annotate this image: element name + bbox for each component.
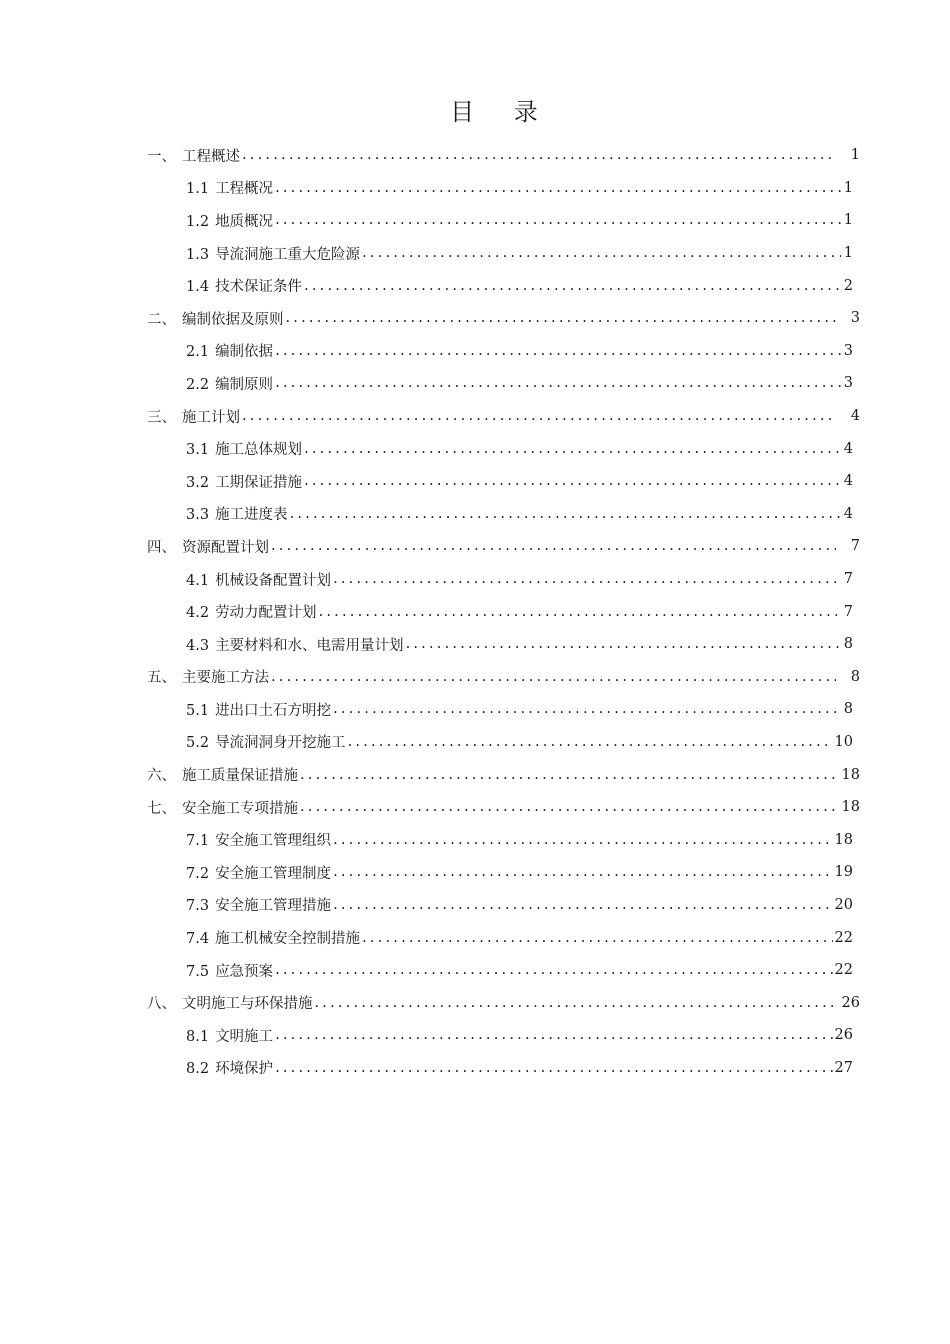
toc-entry-number: 1.3 [186, 246, 210, 263]
toc-entry-page: 1 [850, 147, 860, 164]
toc-entry[interactable] [0, 269, 853, 302]
toc-entry-text: 编制原则 [215, 376, 274, 393]
toc-dot-leader [333, 897, 832, 913]
toc-entry-number: 7.1 [186, 833, 210, 850]
toc-entry-text: 安全施工专项措施 [182, 800, 298, 817]
toc-entry-text: 施工机械安全控制措施 [215, 931, 361, 948]
toc-entry-number: 2.1 [186, 344, 210, 361]
toc-entry[interactable] [0, 791, 860, 824]
toc-dot-leader [304, 441, 841, 457]
toc-entry[interactable] [0, 726, 853, 759]
toc-entry-text: 安全施工管理组织 [215, 833, 332, 850]
toc-entry-page: 1 [843, 179, 853, 196]
toc-entry-number: 二、 [147, 311, 176, 328]
toc-entry-number: 四、 [147, 539, 176, 556]
toc-entry-page: 22 [834, 962, 853, 979]
toc-entry-text: 导流洞施工重大危险源 [215, 246, 361, 263]
toc-entry-page: 3 [843, 375, 853, 392]
toc-entry[interactable] [0, 1019, 853, 1052]
toc-entry-page: 4 [843, 473, 853, 490]
toc-entry-label [186, 569, 331, 590]
toc-dot-leader [333, 701, 841, 717]
toc-entry[interactable] [0, 921, 853, 954]
toc-entry-label [186, 340, 273, 361]
toc-entry-number: 八、 [147, 996, 176, 1013]
toc-entry-number: 7.3 [186, 898, 210, 915]
toc-entry-label [186, 862, 331, 883]
toc-entry-page: 18 [841, 799, 860, 816]
toc-dot-leader [275, 212, 841, 228]
toc-entry-page: 2 [843, 277, 853, 294]
toc-entry-page: 8 [843, 636, 853, 653]
toc-entry-text: 文明施工与环保措施 [182, 996, 313, 1013]
toc-dot-leader [304, 278, 841, 294]
toc-entry-label [186, 960, 273, 981]
toc-entry[interactable] [0, 758, 860, 791]
toc-entry-page: 8 [843, 701, 853, 718]
toc-entry-number: 1.4 [186, 279, 210, 296]
toc-entry[interactable] [0, 954, 853, 987]
toc-entry-page: 7 [850, 538, 860, 555]
toc-entry-label [147, 536, 269, 557]
toc-entry-label [147, 764, 298, 785]
toc-entry-text: 编制依据 [215, 344, 274, 361]
toc-entry-page: 19 [834, 864, 853, 881]
toc-entry-label [186, 1057, 273, 1078]
toc-entry[interactable] [0, 595, 853, 628]
toc-entry-number: 五、 [147, 670, 176, 687]
toc-entry-number: 三、 [147, 409, 176, 426]
toc-entry-text: 编制依据及原则 [182, 311, 284, 328]
toc-entry[interactable] [0, 823, 853, 856]
toc-entry-text: 安全施工管理措施 [215, 898, 332, 915]
toc-entry-number: 3.1 [186, 442, 210, 459]
toc-entry-label [186, 601, 317, 622]
toc-entry[interactable] [0, 498, 853, 531]
toc-entry[interactable] [0, 139, 860, 172]
toc-entry[interactable] [0, 1052, 853, 1085]
toc-entry-text: 劳动力配置计划 [215, 605, 317, 622]
toc-dot-leader [242, 408, 836, 424]
toc-dot-leader [275, 343, 841, 359]
toc-dot-leader [333, 864, 832, 880]
toc-entry[interactable] [0, 563, 853, 596]
toc-dot-leader [271, 669, 836, 685]
toc-dot-leader [348, 734, 833, 750]
toc-dot-leader [275, 180, 841, 196]
toc-entry[interactable] [0, 856, 853, 889]
toc-entry[interactable] [0, 986, 860, 1019]
toc-entry-text: 施工计划 [182, 409, 240, 426]
toc-entry-text: 机械设备配置计划 [215, 572, 332, 589]
toc-entry[interactable] [0, 465, 853, 498]
toc-entry-page: 4 [850, 408, 860, 425]
toc-dot-leader [286, 310, 837, 326]
toc-entry-page: 4 [843, 440, 853, 457]
toc-entry-number: 3.2 [186, 474, 210, 491]
toc-entry-text: 工程概况 [215, 181, 274, 198]
toc-entry-number: 7.2 [186, 865, 210, 882]
toc-entry-page: 22 [834, 929, 853, 946]
toc-entry-number: 七、 [147, 800, 176, 817]
toc-entry-label [147, 406, 240, 427]
toc-entry-text: 资源配置计划 [182, 539, 269, 556]
toc-entry-label [186, 373, 273, 394]
toc-entry-page: 7 [843, 603, 853, 620]
toc-entry-label [147, 308, 284, 329]
toc-entry-page: 18 [841, 766, 860, 783]
toc-entry-text: 主要材料和水、电需用量计划 [215, 637, 404, 654]
toc-dot-leader [333, 832, 832, 848]
toc-dot-leader [275, 962, 832, 978]
toc-entry-label [186, 177, 273, 198]
toc-entry-label [186, 503, 288, 524]
toc-dot-leader [315, 995, 837, 1011]
toc-dot-leader [242, 147, 836, 163]
toc-entry-number: 六、 [147, 768, 176, 785]
toc-entry-page: 10 [834, 733, 853, 750]
toc-entry-page: 26 [841, 994, 860, 1011]
toc-entry[interactable] [0, 693, 853, 726]
toc-entry-number: 4.3 [186, 637, 210, 654]
toc-entry-text: 安全施工管理制度 [215, 865, 332, 882]
toc-dot-leader [362, 930, 832, 946]
toc-entry[interactable] [0, 367, 853, 400]
toc-entry-page: 26 [834, 1027, 853, 1044]
toc-entry-label [186, 1025, 273, 1046]
toc-entry-text: 施工质量保证措施 [182, 768, 298, 785]
toc-entry[interactable] [0, 889, 853, 922]
toc-entry-number: 4.1 [186, 572, 210, 589]
toc-entry-label [186, 699, 331, 720]
toc-entry-label [147, 666, 269, 687]
toc-entry-text: 主要施工方法 [182, 670, 269, 687]
toc-entry[interactable] [0, 172, 853, 205]
toc-entry-text: 施工总体规划 [215, 442, 303, 459]
toc-entry-page: 20 [834, 896, 853, 913]
toc-entry-label [186, 829, 331, 850]
toc-entry[interactable] [0, 204, 853, 237]
toc-entry[interactable] [0, 335, 853, 368]
toc-dot-leader [275, 375, 841, 391]
toc-entry-label [186, 210, 273, 231]
toc-entry-number: 8.2 [186, 1061, 210, 1078]
toc-entry-text: 技术保证条件 [215, 279, 303, 296]
toc-entry-page: 8 [850, 668, 860, 685]
toc-entry-label [186, 438, 302, 459]
toc-entry[interactable] [0, 530, 860, 563]
toc-dot-leader [304, 473, 841, 489]
toc-entry-text: 环境保护 [215, 1061, 274, 1078]
toc-entry-number: 一、 [147, 148, 176, 165]
toc-entry-page: 1 [843, 212, 853, 229]
toc-entry-label [186, 634, 404, 655]
toc-entry-text: 文明施工 [215, 1028, 274, 1045]
toc-dot-leader [406, 636, 841, 652]
toc-entry-text: 工程概述 [182, 148, 240, 165]
toc-entry-number: 8.1 [186, 1028, 210, 1045]
toc-entry[interactable] [0, 400, 860, 433]
toc-dot-leader [362, 245, 841, 261]
toc-entry-label [147, 797, 298, 818]
toc-entry-number: 7.4 [186, 931, 210, 948]
toc-entry-text: 导流洞洞身开挖施工 [215, 735, 346, 752]
toc-entry-number: 2.2 [186, 376, 210, 393]
toc-entry[interactable] [0, 661, 860, 694]
toc-entry[interactable] [0, 432, 853, 465]
toc-entry[interactable] [0, 628, 853, 661]
toc-entry-label [186, 243, 360, 264]
toc-entry-label [186, 894, 331, 915]
toc-entry-number: 1.1 [186, 181, 210, 198]
toc-entry-page: 3 [850, 310, 860, 327]
toc-entry[interactable] [0, 302, 860, 335]
toc-entry-number: 4.2 [186, 605, 210, 622]
toc-dot-leader [290, 506, 841, 522]
toc-entry-text: 进出口土石方明挖 [215, 702, 332, 719]
toc-entry-page: 27 [834, 1059, 853, 1076]
toc-entry-page: 3 [843, 342, 853, 359]
toc-entry-text: 施工进度表 [215, 507, 288, 524]
toc-entry-number: 7.5 [186, 963, 210, 980]
toc-entry-page: 18 [834, 831, 853, 848]
toc-entry-page: 4 [843, 505, 853, 522]
toc-entry-label [147, 145, 240, 166]
toc-entry-text: 工期保证措施 [215, 474, 303, 491]
toc-entry-text: 应急预案 [215, 963, 274, 980]
toc-entry-label [147, 992, 313, 1013]
toc-dot-leader [271, 538, 836, 554]
toc-entry-page: 7 [843, 571, 853, 588]
toc-list [0, 139, 950, 1084]
toc-dot-leader [300, 799, 836, 815]
toc-dot-leader [319, 604, 841, 620]
toc-entry[interactable] [0, 237, 853, 270]
toc-entry-label [186, 927, 360, 948]
toc-entry-label [186, 471, 302, 492]
toc-dot-leader [275, 1027, 832, 1043]
toc-entry-number: 3.3 [186, 507, 210, 524]
toc-entry-page: 1 [843, 245, 853, 262]
toc-title: 目 录 [450, 98, 554, 126]
toc-entry-text: 地质概况 [215, 213, 274, 230]
toc-entry-number: 5.1 [186, 702, 210, 719]
toc-dot-leader [333, 571, 841, 587]
toc-dot-leader [300, 767, 836, 783]
toc-entry-number: 1.2 [186, 213, 210, 230]
toc-entry-number: 5.2 [186, 735, 210, 752]
toc-entry-label [186, 275, 302, 296]
toc-dot-leader [275, 1060, 832, 1076]
toc-entry-label [186, 731, 346, 752]
